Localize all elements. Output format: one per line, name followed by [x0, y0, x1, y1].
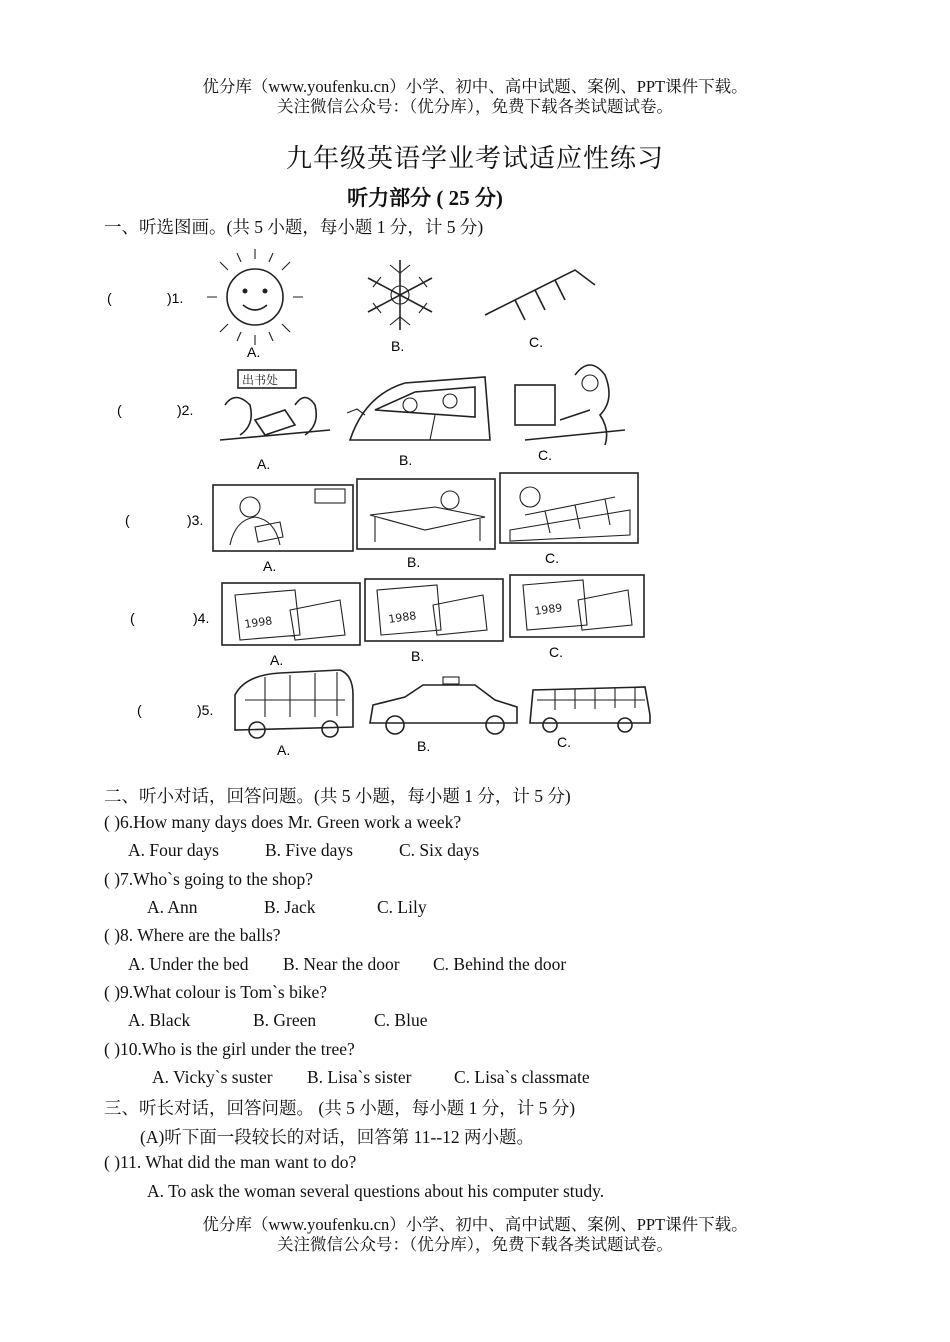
coach-icon: [530, 687, 650, 732]
q6-option-b: B. Five days: [265, 840, 353, 860]
q7-option-c: C. Lily: [377, 897, 427, 917]
section3-heading: 三、听长对话，回答问题。 (共 5 小题，每小题 1 分，计 5 分): [104, 1098, 576, 1118]
q1-option-c: C.: [529, 334, 543, 350]
snowflake-icon: [368, 260, 432, 330]
footer-line-2: 关注微信公众号：（优分库），免费下载各类试题试卷。: [277, 1235, 673, 1254]
taxi-icon: [370, 677, 517, 734]
car-driver-picture: [347, 377, 490, 440]
q8-option-a: A. Under the bed: [128, 954, 249, 974]
page-title: 九年级英语学业考试适应性练习: [285, 144, 664, 173]
section2-heading: 二、听小对话，回答问题。(共 5 小题，每小题 1 分，计 5 分): [104, 786, 571, 806]
q2-option-b: B.: [399, 452, 413, 468]
q3-option-b: B.: [407, 554, 421, 570]
q1-option-b: B.: [391, 338, 405, 354]
q2-row: [117, 365, 625, 472]
q3-option-a: A.: [263, 558, 277, 574]
q3-option-c: C.: [545, 550, 559, 566]
girl-reading-picture: [230, 489, 345, 545]
q2-option-c: C.: [538, 447, 552, 463]
bed-picture-frame: [500, 473, 638, 543]
q4-number: )4.: [193, 610, 210, 626]
q11-stem: ( )11. What did the man want to do?: [104, 1152, 357, 1172]
q4-paren: (: [130, 610, 135, 626]
reading-picture-frame: [213, 485, 353, 551]
q1-number: )1.: [167, 290, 184, 306]
bookstore-sign: 出书处: [242, 373, 279, 387]
q1-row: [107, 249, 595, 360]
sun-icon: [207, 249, 303, 345]
q8-stem: ( )8. Where are the balls?: [104, 925, 281, 945]
q2-number: )2.: [177, 402, 194, 418]
q10-option-b: B. Lisa`s sister: [307, 1067, 412, 1087]
q3-number: )3.: [187, 512, 204, 528]
q6-stem: ( )6.How many days does Mr. Green work a week?: [104, 812, 462, 832]
bookstore-picture: [220, 370, 330, 440]
q10-option-c: C. Lisa`s classmate: [454, 1067, 590, 1087]
q5-number: )5.: [197, 702, 214, 718]
header-line-2: 关注微信公众号：（优分库），免费下载各类试题试卷。: [277, 97, 673, 116]
boy-at-desk-picture: [370, 491, 485, 542]
stamp-year-c: 1989: [533, 601, 564, 618]
q1-paren: (: [107, 290, 112, 306]
header-line-1: 优分库（www.youfenku.cn）小学、初中、高中试题、案例、PPT课件下载。: [202, 77, 748, 96]
q4-option-b: B.: [411, 648, 425, 664]
footer-line-1: 优分库（www.youfenku.cn）小学、初中、高中试题、案例、PPT课件下载。: [202, 1215, 748, 1234]
bus-icon: [235, 670, 353, 738]
q5-option-a: A.: [277, 742, 291, 758]
listening-pictures: [105, 245, 665, 765]
q7-stem: ( )7.Who`s going to the shop?: [104, 869, 313, 889]
stamp-year-a: 1998: [243, 614, 274, 631]
q9-option-a: A. Black: [128, 1010, 191, 1030]
q4-option-c: C.: [549, 644, 563, 660]
stamp-year-b: 1988: [387, 609, 418, 626]
q9-option-c: C. Blue: [374, 1010, 428, 1030]
q1-option-a: A.: [247, 344, 261, 360]
q7-option-b: B. Jack: [264, 897, 316, 917]
q6-option-a: A. Four days: [128, 840, 219, 860]
clerk-computer-picture: [515, 365, 625, 445]
q5-paren: (: [137, 702, 142, 718]
q3-paren: (: [125, 512, 130, 528]
q10-stem: ( )10.Who is the girl under the tree?: [104, 1039, 355, 1059]
page-subtitle: 听力部分 ( 25 分): [347, 186, 503, 210]
section1-heading: 一、听选图画。(共 5 小题，每小题 1 分，计 5 分): [104, 217, 484, 237]
q5-option-b: B.: [417, 738, 431, 754]
q4-option-a: A.: [270, 652, 284, 668]
wind-lines-icon: [485, 270, 595, 320]
q4-row: [130, 575, 644, 668]
q6-option-c: C. Six days: [399, 840, 480, 860]
section3-intro: (A)听下面一段较长的对话，回答第 11--12 两小题。: [140, 1127, 535, 1147]
q7-option-a: A. Ann: [147, 897, 198, 917]
q5-row: [137, 670, 650, 758]
q8-option-c: C. Behind the door: [433, 954, 567, 974]
q2-option-a: A.: [257, 456, 271, 472]
q8-option-b: B. Near the door: [283, 954, 400, 974]
q9-option-b: B. Green: [253, 1010, 317, 1030]
q10-option-a: A. Vicky`s suster: [152, 1067, 273, 1087]
q2-paren: (: [117, 402, 122, 418]
q11-option-a: A. To ask the woman several questions about his computer study.: [147, 1181, 605, 1201]
q3-row: [125, 473, 638, 574]
q9-stem: ( )9.What colour is Tom`s bike?: [104, 982, 327, 1002]
q5-option-c: C.: [557, 734, 571, 750]
sleeping-picture: [510, 487, 630, 541]
